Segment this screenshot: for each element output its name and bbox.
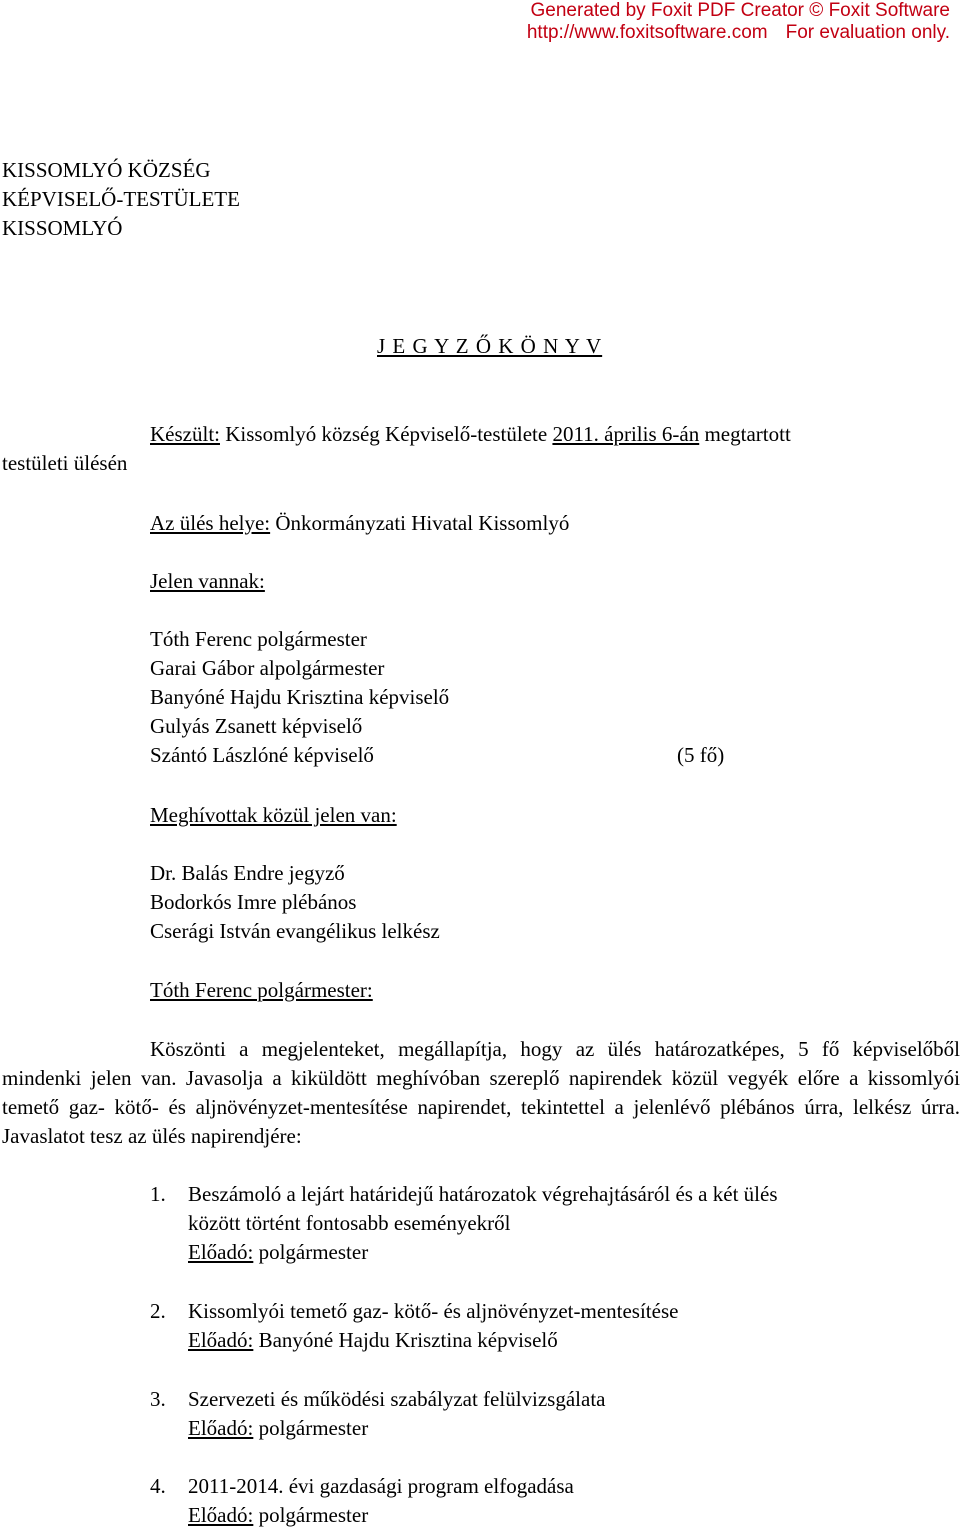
presenter-label: Előadó: bbox=[188, 1240, 254, 1264]
presenter-name: polgármester bbox=[253, 1240, 369, 1264]
list-item: Banyóné Hajdu Krisztina képviselő bbox=[150, 685, 450, 709]
invited-list bbox=[150, 859, 440, 946]
meeting-place bbox=[150, 509, 569, 538]
agenda-title-line: Kissomlyói temető gaz- kötő- és aljnövényzet-mentesítése bbox=[188, 1299, 679, 1323]
invited-label: Meghívottak közül jelen van: bbox=[150, 803, 397, 827]
agenda-number: 4. bbox=[150, 1474, 166, 1498]
agenda-title-line: Beszámoló a lejárt határidejű határozatok végrehajtásáról és a két ülés bbox=[188, 1182, 778, 1206]
list-item: Szántó Lászlóné képviselő bbox=[150, 743, 374, 767]
header-line-2: KÉPVISELŐ-TESTÜLETE bbox=[2, 187, 240, 211]
presenter-name: polgármester bbox=[253, 1416, 369, 1440]
watermark-line-2 bbox=[527, 22, 950, 44]
header-line-1: KISSOMLYÓ KÖZSÉG bbox=[2, 158, 211, 182]
list-item: Bodorkós Imre plébános bbox=[150, 890, 357, 914]
meeting-date: 2011. április 6-án bbox=[552, 422, 700, 446]
presenter-label: Előadó: bbox=[188, 1328, 254, 1352]
presenter-label: Előadó: bbox=[188, 1503, 254, 1527]
agenda-presenter bbox=[188, 1501, 574, 1530]
attendee-count: (5 fő) bbox=[677, 743, 725, 767]
agenda-title-line: Szervezeti és működési szabályzat felülvizsgálata bbox=[188, 1387, 606, 1411]
prepared-text-2: megtartott bbox=[699, 422, 791, 446]
watermark-note: For evaluation only. bbox=[785, 22, 950, 43]
prepared-text-1: Kissomlyó község Képviselő-testülete bbox=[219, 422, 553, 446]
present-label: Jelen vannak: bbox=[150, 569, 265, 593]
document-title: J E G Y Z Ő K Ö N Y V bbox=[377, 334, 603, 358]
prepared-label: Készült: bbox=[150, 422, 220, 446]
agenda-title-line: között történt fontosabb eseményekről bbox=[188, 1211, 511, 1235]
place-value: Önkormányzati Hivatal Kissomlyó bbox=[270, 511, 570, 535]
agenda-number: 2. bbox=[150, 1299, 166, 1323]
prepared-continuation: testületi ülésén bbox=[2, 451, 128, 475]
list-item: Dr. Balás Endre jegyző bbox=[150, 861, 345, 885]
watermark-line-1: Generated by Foxit PDF Creator © Foxit Software bbox=[530, 0, 950, 21]
list-item: Garai Gábor alpolgármester bbox=[150, 656, 385, 680]
attendee-list bbox=[150, 625, 449, 770]
prepared-line bbox=[150, 420, 791, 449]
agenda-presenter bbox=[188, 1326, 678, 1355]
header-line-3: KISSOMLYÓ bbox=[2, 216, 123, 240]
list-item: Tóth Ferenc polgármester bbox=[150, 627, 367, 651]
list-item: Cserági István evangélikus lelkész bbox=[150, 919, 440, 943]
list-item: Gulyás Zsanett képviselő bbox=[150, 714, 363, 738]
agenda-number: 1. bbox=[150, 1182, 166, 1206]
speaker-paragraph: Köszönti a megjelenteket, megállapítja, hogy az ülés határozatképes, 5 fő képviselőből mindenki jelen van. Javasolja a kiküldött meghívóban szereplő napirendek közül vegyék előre a kissomlyói temető gaz- kötő- és aljnövényzet-mentesítése napirendet, tekintettel a jelenlévő plébános úrra, lelkész úrra. Javaslatot tesz az ülés napirendjére: bbox=[2, 1037, 960, 1148]
presenter-name: Banyóné Hajdu Krisztina képviselő bbox=[253, 1328, 558, 1352]
agenda-presenter bbox=[188, 1238, 778, 1267]
presenter-name: polgármester bbox=[253, 1503, 369, 1527]
presenter-label: Előadó: bbox=[188, 1416, 254, 1440]
place-label: Az ülés helye: bbox=[150, 511, 271, 535]
agenda-number: 3. bbox=[150, 1387, 166, 1411]
speaker-label: Tóth Ferenc polgármester: bbox=[150, 978, 373, 1002]
agenda-title-line: 2011-2014. évi gazdasági program elfogadása bbox=[188, 1474, 574, 1498]
watermark-url[interactable]: http://www.foxitsoftware.com bbox=[526, 22, 768, 43]
document-header bbox=[2, 156, 240, 243]
watermark bbox=[527, 0, 950, 44]
agenda-presenter bbox=[188, 1414, 606, 1443]
